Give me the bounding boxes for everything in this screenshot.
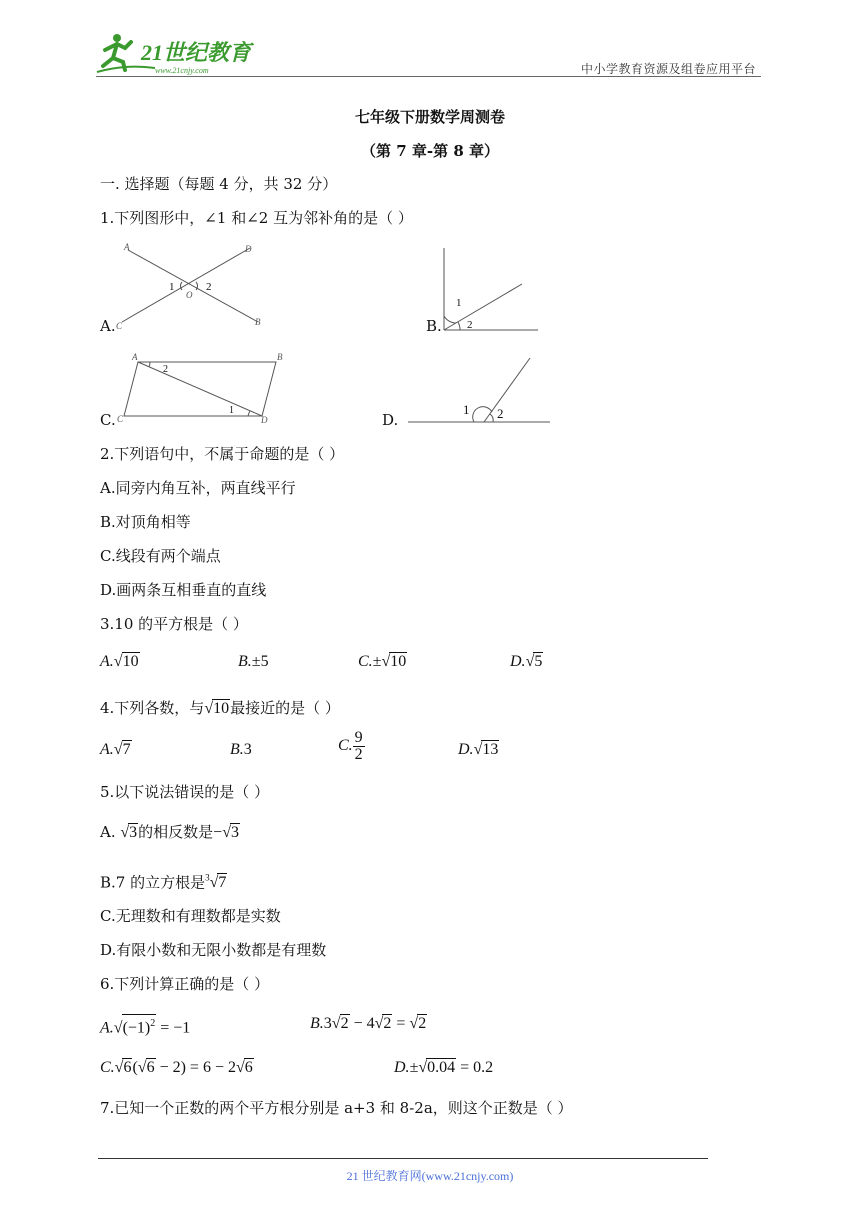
q5-stem: 5.以下说法错误的是（ ） (100, 783, 270, 801)
q1-stem: 1.下列图形中，∠1 和∠2 互为邻补角的是（ ） (100, 209, 413, 227)
q7-stem: 7.已知一个正数的两个平方根分别是 a+3 和 8-2a，则这个正数是（ ） (100, 1099, 573, 1117)
svg-text:1: 1 (463, 402, 470, 417)
svg-text:B: B (277, 352, 283, 362)
logo-url: www.21cnjy.com (155, 66, 209, 75)
q2-option-b: B.对顶角相等 (100, 513, 191, 531)
header-tagline: 中小学教育资源及组卷应用平台 (580, 62, 756, 76)
q5-option-d: D.有限小数和无限小数都是有理数 (100, 941, 327, 959)
q3-option-b: B.±5 (238, 653, 269, 670)
q4-option-a: A.√7 (100, 741, 131, 758)
header-divider (96, 76, 761, 77)
q2-option-a: A.同旁内角互补，两直线平行 (100, 479, 296, 497)
q1-option-a-label: A. (100, 317, 116, 335)
svg-text:D: D (245, 244, 252, 254)
q6-option-c: C.√6(√6 − 2) = 6 − 2√6 (100, 1059, 253, 1076)
svg-text:2: 2 (497, 406, 504, 421)
q1-option-b-label: B. (426, 317, 442, 335)
svg-text:2: 2 (206, 281, 212, 293)
svg-text:A: A (132, 352, 138, 362)
q2-option-d: D.画两条互相垂直的直线 (100, 581, 267, 599)
q1-figure-b (438, 244, 548, 336)
svg-text:1: 1 (456, 297, 462, 309)
q1-figure-a (114, 240, 274, 335)
footer-link[interactable]: 21 世纪教育网(www.21cnjy.com) (346, 1169, 514, 1183)
q4-option-c: C. $\frac{9}{2}$ (338, 729, 363, 763)
footer-divider (98, 1158, 708, 1159)
q6-option-d: D.±√0.04 = 0.2 (394, 1059, 494, 1076)
svg-text:D: D (261, 415, 268, 425)
svg-text:O: O (186, 290, 193, 300)
svg-text:1: 1 (169, 281, 175, 293)
q5-option-c: C.无理数和有理数都是实数 (100, 907, 281, 925)
q6-option-b: B.3√2 − 4√2 = √2 (310, 1015, 427, 1032)
svg-text:C: C (117, 414, 124, 424)
logo-text: 21世纪教育 (141, 40, 252, 65)
q6-option-a: $A.√(-1)^2 = -1$ (100, 1014, 190, 1038)
q4-option-b: B.3 (230, 741, 252, 758)
svg-text:C: C (116, 321, 123, 331)
svg-text:B: B (255, 317, 261, 327)
q2-stem: 2.下列语句中，不属于命题的是（ ） (100, 445, 345, 463)
svg-text:2: 2 (163, 364, 168, 375)
q1-figure-d (406, 352, 556, 428)
svg-text:1: 1 (229, 405, 234, 416)
q3-stem: 3.10 的平方根是（ ） (100, 615, 248, 633)
q6-stem: 6.下列计算正确的是（ ） (100, 975, 270, 993)
svg-text:2: 2 (467, 319, 473, 331)
q1-option-d-label: D. (382, 411, 399, 429)
q1-option-c-label: C. (100, 411, 116, 429)
q5-option-b: B.7 的立方根是$^3$√7 (100, 873, 227, 892)
q4-option-d: D.√13 (458, 741, 499, 758)
q3-option-d: D.√5 (510, 653, 543, 670)
site-logo (95, 30, 260, 78)
q3-option-a: A.√10 (100, 653, 139, 670)
svg-text:A: A (124, 242, 130, 252)
page-subtitle: （第 7 章-第 8 章） (361, 142, 499, 160)
q1-figure-c (114, 350, 294, 428)
q5-option-a: A. √3的相反数是−√3 (100, 823, 239, 841)
q4-stem: 4.下列各数，与√10最接近的是（ ） (100, 699, 340, 717)
page-title: 七年级下册数学周测卷 (354, 108, 505, 126)
section-heading: 一. 选择题（每题 4 分，共 32 分） (100, 175, 338, 193)
q2-option-c: C.线段有两个端点 (100, 547, 221, 565)
q3-option-c: C.±√10 (358, 653, 407, 670)
